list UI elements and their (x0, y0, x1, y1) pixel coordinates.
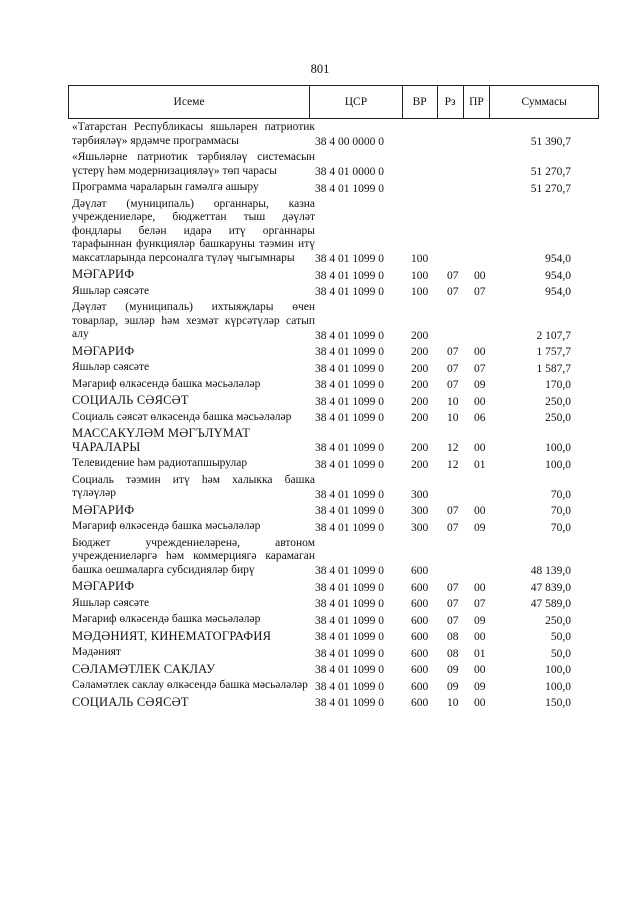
table-row (0, 197, 640, 268)
row-vr (411, 148, 447, 150)
table-row (0, 536, 640, 580)
row-name: МӘГАРИФ (72, 579, 135, 593)
row-vr: 600 (411, 664, 429, 676)
row-vr: 100 (411, 286, 429, 298)
row-csr: 38 4 01 1099 0 (315, 647, 384, 660)
row-vr: 200 (411, 329, 429, 342)
row-csr: 38 4 01 1099 0 (315, 521, 384, 534)
row-sum: 250,0 (545, 412, 571, 424)
row-csr: 38 4 01 1099 0 (315, 182, 384, 195)
row-csr: 38 4 01 1099 0 (315, 362, 384, 375)
row-rz (447, 265, 474, 267)
row-csr: 38 4 01 1099 0 (315, 395, 384, 408)
row-rz (447, 195, 474, 197)
row-pr: 07 (474, 598, 486, 610)
row-pr: 06 (474, 412, 486, 424)
row-vr: 600 (411, 647, 429, 660)
row-pr: 00 (474, 442, 486, 454)
row-sum: 70,0 (550, 521, 571, 534)
row-pr (474, 178, 494, 180)
row-sum: 954,0 (545, 253, 571, 265)
row-csr: 38 4 01 1099 0 (315, 664, 384, 676)
row-csr: 38 4 01 1099 0 (315, 680, 384, 693)
row-vr (411, 195, 447, 197)
row-name: СОЦИАЛЬ СӘЯСӘТ (72, 694, 189, 709)
row-sum: 150,0 (545, 697, 571, 709)
row-vr: 600 (411, 565, 429, 577)
header-rz: Рз (437, 86, 463, 118)
row-name: Дәүләт (муниципаль) ихтыяҗлары өчен товарлар, эшләр һәм хезмәт күрсәтүләр сатып алу (72, 301, 315, 340)
row-name: МӘГАРИФ (72, 502, 135, 517)
row-pr: 09 (474, 379, 486, 391)
row-csr: 38 4 01 1099 0 (315, 253, 384, 265)
row-sum: 2 107,7 (536, 329, 571, 342)
row-pr: 07 (474, 286, 486, 298)
row-pr: 00 (474, 505, 486, 517)
row-pr (474, 577, 494, 579)
row-name: Программа чараларын гамәлгә ашыру (72, 181, 259, 193)
row-vr: 600 (411, 598, 429, 610)
row-sum: 50,0 (550, 631, 571, 643)
row-sum: 100,0 (545, 458, 571, 471)
row-csr: 38 4 01 1099 0 (315, 631, 384, 643)
row-name: Сәламәтлек саклау өлкәсендә башка мәсьәләләр (72, 679, 308, 691)
table-row (0, 360, 640, 377)
row-sum: 51 270,7 (530, 182, 571, 195)
table-row (0, 503, 640, 520)
header-vr: ВР (402, 86, 437, 118)
header-name: Исеме (173, 96, 205, 108)
row-sum: 250,0 (545, 395, 571, 408)
row-sum: 170,0 (545, 379, 571, 391)
row-vr: 200 (411, 362, 429, 375)
row-vr: 300 (411, 488, 429, 501)
table-row (0, 377, 640, 394)
row-vr: 200 (411, 395, 429, 408)
row-name: МӘГАРИФ (72, 267, 135, 281)
row-rz: 07 (447, 598, 459, 610)
row-csr: 38 4 01 1099 0 (315, 412, 384, 424)
row-sum: 48 139,0 (530, 565, 571, 577)
row-csr: 38 4 01 1099 0 (315, 565, 384, 577)
row-name: Дәүләт (муниципаль) органнары, казна учреждениеләре, бюджеттан тыш дәүләт фондлары белән идарә итү органнары тарафыннан функцияләр башкаруны тәэмин итү максатларында персоналга түләү чыгымнары (72, 197, 315, 264)
row-csr: 38 4 01 1099 0 (315, 488, 384, 501)
row-name: Мәгариф өлкәсендә башка мәсьәләләр (72, 520, 261, 532)
row-rz (447, 501, 474, 503)
row-csr: 38 4 01 0000 0 (315, 166, 384, 178)
row-name: МӘГАРИФ (72, 343, 135, 358)
row-pr: 01 (474, 458, 486, 471)
row-pr: 00 (474, 631, 486, 643)
row-pr: 09 (474, 614, 486, 627)
row-name: Телевидение һәм радиотапшырулар (72, 457, 248, 469)
row-name: МӘДӘНИЯТ, КИНЕМАТОГРАФИЯ (72, 628, 272, 643)
row-rz (447, 178, 474, 180)
table-row (0, 579, 640, 596)
row-csr: 38 4 01 1099 0 (315, 598, 384, 610)
row-vr: 200 (411, 346, 429, 358)
row-csr: 38 4 01 1099 0 (315, 442, 384, 454)
row-sum: 100,0 (545, 680, 571, 693)
row-rz: 10 (447, 395, 459, 408)
table-body (0, 120, 640, 711)
row-pr: 07 (474, 362, 486, 375)
table-row (0, 267, 640, 284)
row-csr: 38 4 01 1099 0 (315, 581, 384, 594)
row-sum: 70,0 (550, 488, 571, 501)
row-csr: 38 4 01 1099 0 (315, 269, 384, 282)
row-name: Мәдәният (72, 646, 121, 658)
row-name: Социаль сәясәт өлкәсендә башка мәсьәләләр (72, 410, 292, 423)
row-pr: 00 (474, 697, 486, 709)
table-row (0, 519, 640, 536)
table-row (0, 473, 640, 503)
row-rz: 07 (447, 505, 459, 517)
row-vr: 200 (411, 379, 429, 391)
header-pr: ПР (463, 86, 490, 118)
row-vr: 200 (411, 442, 429, 454)
row-vr: 600 (411, 697, 429, 709)
table-row (0, 393, 640, 410)
header-sum: Суммасы (489, 86, 598, 118)
row-name: «Татарстан Республикасы яшьләрен патриотик тәрбияләү» ярдәмче программасы (72, 121, 315, 147)
table-row (0, 629, 640, 646)
page-number: 801 (310, 62, 330, 76)
row-pr: 00 (474, 395, 486, 408)
row-rz: 07 (447, 379, 459, 391)
table-row (0, 410, 640, 427)
row-rz: 07 (447, 614, 459, 627)
row-rz: 12 (447, 442, 459, 454)
row-vr: 300 (411, 521, 429, 534)
row-sum: 954,0 (545, 269, 571, 282)
row-vr: 100 (411, 269, 429, 282)
row-sum: 1 757,7 (536, 346, 571, 358)
row-rz: 07 (447, 269, 459, 282)
row-sum: 47 589,0 (530, 598, 571, 610)
row-sum: 100,0 (545, 664, 571, 676)
table-row (0, 596, 640, 613)
table-row (0, 678, 640, 695)
row-pr: 01 (474, 647, 486, 660)
table-row (0, 662, 640, 679)
row-rz: 10 (447, 697, 459, 709)
row-pr (474, 148, 494, 150)
row-sum: 100,0 (545, 442, 571, 454)
row-pr: 09 (474, 521, 486, 534)
row-name: СӘЛАМӘТЛЕК САКЛАУ (72, 661, 216, 676)
row-sum: 47 839,0 (530, 581, 571, 594)
table-header (68, 85, 599, 119)
table-row (0, 645, 640, 662)
row-rz: 08 (447, 647, 459, 660)
row-vr: 600 (411, 614, 429, 627)
row-rz: 12 (447, 458, 459, 471)
table-row (0, 120, 640, 150)
row-rz: 07 (447, 346, 459, 358)
row-sum: 50,0 (550, 647, 571, 660)
row-name: СОЦИАЛЬ СӘЯСӘТ (72, 393, 189, 407)
table-row (0, 695, 640, 712)
table-row (0, 284, 640, 301)
table-row (0, 300, 640, 344)
row-csr: 38 4 01 1099 0 (315, 614, 384, 627)
row-sum: 1 587,7 (536, 362, 571, 375)
row-sum: 250,0 (545, 614, 571, 627)
row-csr: 38 4 01 1099 0 (315, 379, 384, 391)
row-rz: 07 (447, 581, 459, 594)
row-rz: 10 (447, 412, 459, 424)
row-pr (474, 265, 494, 267)
table-row (0, 150, 640, 180)
row-csr: 38 4 01 1099 0 (315, 458, 384, 471)
header-csr: ЦСР (309, 86, 402, 118)
row-rz: 09 (447, 680, 459, 693)
row-pr: 00 (474, 346, 486, 358)
table-row (0, 456, 640, 473)
row-pr (474, 195, 494, 197)
row-csr: 38 4 01 1099 0 (315, 505, 384, 517)
row-name: Мәгариф өлкәсендә башка мәсьәләләр (72, 377, 261, 390)
row-vr: 600 (411, 581, 429, 594)
row-pr: 00 (474, 269, 486, 282)
row-vr: 600 (411, 680, 429, 693)
row-name: «Яшьләрне патриотик тәрбияләү системасын үстерү һәм модернизацияләү» төп чарасы (72, 151, 315, 177)
row-csr: 38 4 01 1099 0 (315, 329, 384, 342)
row-vr: 100 (411, 253, 429, 265)
row-pr (474, 342, 494, 344)
row-name: МАССАКҮЛӘМ МӘГЪЛҮМАТ ЧАРАЛАРЫ (72, 426, 251, 454)
row-csr: 38 4 00 0000 0 (315, 136, 384, 148)
row-rz (447, 577, 474, 579)
row-name: Яшьләр сәясәте (72, 361, 150, 373)
row-rz: 09 (447, 664, 459, 676)
row-rz: 07 (447, 521, 459, 534)
table-row (0, 426, 640, 456)
row-csr: 38 4 01 1099 0 (315, 286, 384, 298)
row-pr: 09 (474, 680, 486, 693)
table-row (0, 180, 640, 197)
row-rz (447, 148, 474, 150)
row-vr: 600 (411, 631, 429, 643)
row-rz: 07 (447, 362, 459, 375)
row-vr: 300 (411, 505, 429, 517)
row-rz: 07 (447, 286, 459, 298)
row-name: Мәгариф өлкәсендә башка мәсьәләләр (72, 613, 261, 625)
row-vr (411, 178, 447, 180)
row-name: Бюджет учреждениеләренә, автоном учреждениеләргә һәм коммерциягә карамаган башка оешмаларга субсидияләр бирү (72, 536, 315, 576)
row-pr (474, 501, 494, 503)
row-rz: 08 (447, 631, 459, 643)
table-row (0, 612, 640, 629)
row-csr: 38 4 01 1099 0 (315, 697, 384, 709)
row-name: Яшьләр сәясәте (72, 284, 150, 297)
row-pr: 00 (474, 664, 486, 676)
row-name: Социаль тәэмин итү һәм халыкка башка түләүләр (72, 473, 315, 499)
row-vr: 200 (411, 412, 429, 424)
table-row (0, 344, 640, 361)
row-rz (447, 342, 474, 344)
row-sum: 70,0 (550, 505, 571, 517)
row-sum: 51 390,7 (530, 136, 571, 148)
row-sum: 51 270,7 (530, 166, 571, 178)
row-vr: 200 (411, 458, 429, 471)
row-name: Яшьләр сәясәте (72, 596, 150, 609)
row-sum: 954,0 (545, 286, 571, 298)
row-csr: 38 4 01 1099 0 (315, 346, 384, 358)
row-pr: 00 (474, 581, 486, 594)
